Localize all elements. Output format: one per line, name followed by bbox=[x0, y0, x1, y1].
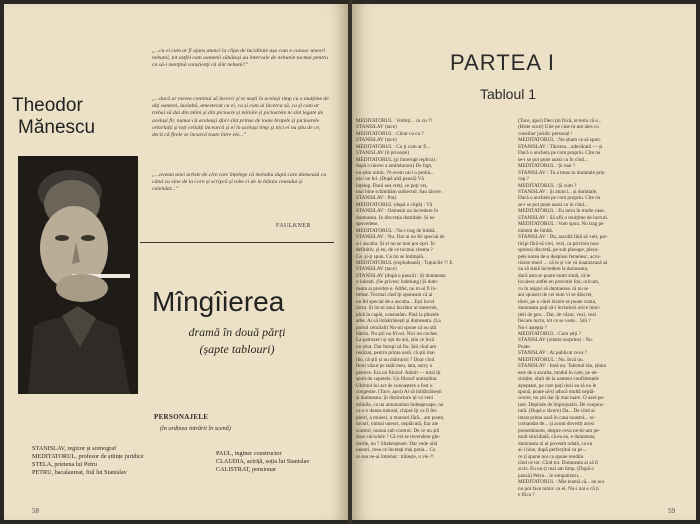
dialogue-line: pele notea de-a despinsi femeiesc, acru- bbox=[518, 253, 601, 260]
dialogue-line: albe. Ai să îmbătrânești și dumneata. (La bbox=[356, 318, 441, 325]
dialogue-line: MEDITATORUL : Vorbiți... cu cu ?! bbox=[356, 118, 433, 124]
dialogue-line: consilier juridic personal ! bbox=[518, 130, 573, 137]
dialogue-line: așteptate, pe care poți dozi ea să nu le bbox=[518, 382, 597, 389]
dialogue-line: se-i se pot pune aussi cu în cînd... bbox=[518, 201, 588, 208]
dialogue-line: ca o o dansa natural, chipul îți va fi îm- bbox=[356, 408, 438, 415]
dialogue-line: STANISLAV (tace) bbox=[356, 137, 397, 144]
character-4: PETRU, bacalaureat, fiul lui Stanislav bbox=[32, 469, 127, 476]
dialogue-line: tură. (După o tăcere) Da... De cînd ai bbox=[518, 408, 595, 415]
dialogue-line: pietri, a muieci, a mareuri fără... am poate, bbox=[356, 414, 445, 421]
dialogue-line: MEDITATORUL : Și mai ? bbox=[518, 163, 576, 170]
dialogue-line: STANISLAV : Să afli o mulțime de lucruri. bbox=[518, 214, 609, 221]
epigraph-attribution: FAULKNER bbox=[276, 223, 311, 229]
dialogue-line: trebat. Tocmai cînd îți spuneam că ai bbox=[356, 292, 433, 299]
dialogue-line: (Tace, apoi) Deci țin frică, te temi că e... bbox=[518, 118, 602, 124]
dialogue-line: dumneata ni ai povestit odată, ca eu bbox=[518, 440, 593, 447]
dialogue-line: congestie. (Tace, apoi) Ai să îmbătrânești bbox=[356, 389, 442, 396]
dialogue-line: tare. Depinde de împrejurări. De conjunc- bbox=[518, 401, 605, 408]
dialogue-line: doar căciulele ? Că vei se revendere gîn- bbox=[356, 434, 441, 441]
dialogue-line: STANISLAV : Nu. Dar ai un fel special de bbox=[356, 234, 445, 241]
dialogue-line: rizeze tineri ... că le și vie vă nuanizează să bbox=[518, 259, 608, 266]
character-3: STELA, prietena lui Petru bbox=[32, 461, 97, 468]
dialogue-line: STANISLAV : Tu a treaz tu dumitale prin bbox=[518, 169, 605, 176]
dialogue-line: Poate. bbox=[518, 343, 531, 350]
dialogue-line: uneori, ceea ce încetați mai potia... Ca bbox=[356, 447, 436, 454]
dialogue-line: nu să sintă încredere la dumneata, bbox=[518, 266, 589, 273]
dialogue-line: este de a asculta, modul în care, pe ne- bbox=[518, 369, 599, 376]
dialogue-line: MEDITATORUL : Nu-i trag de limbă. bbox=[356, 227, 436, 234]
dialogue-line: ticipi fără să vrei, vezi, ca privirea noa- bbox=[518, 240, 600, 247]
dialogue-line: durile, nu ? Shakespeare. Dar vede uită bbox=[356, 440, 438, 447]
dialogue-line: definitiv, și eu, de ce tocmai chema ? bbox=[356, 247, 433, 254]
dialogue-line: nu știm nimic. N-avem nici o probă... bbox=[356, 169, 434, 176]
dialogue-line: tăcut. Și locul unui lucrător al meseriei, bbox=[356, 305, 438, 312]
character-6: CLAUDIA, actriță, soția lui Stanislav bbox=[216, 458, 310, 465]
dialogue-line: MEDITATORUL : Nu știam ce să spun. bbox=[518, 137, 602, 144]
page-number-right: 59 bbox=[668, 507, 675, 515]
dialogue-line: STANISLAV : Îneă nu. Talentul tău, știuta bbox=[518, 363, 606, 370]
dialogue-line: fiecare lucru, tot ce se vede... Știi ? bbox=[518, 318, 591, 325]
dialogue-line: STANISLAV (relatie surprins) : Nu. bbox=[518, 337, 594, 344]
dialogue-line: Nu-i aștepta ? bbox=[518, 324, 547, 331]
dialogue-line: MEDITATORUL : Și cum ? bbox=[518, 182, 577, 189]
page-number-left: 58 bbox=[32, 507, 39, 515]
dialogue-line: La patruzeci și opt de ani, știu ce încă bbox=[356, 337, 435, 344]
dialogue-line: înțeleg. Dacă sea vreți, ce poți vei, bbox=[356, 182, 428, 189]
author-last-name: Mănescu bbox=[18, 117, 96, 138]
title-divider bbox=[140, 242, 334, 243]
dialogue-line: neata ai pierdut-o. Altfel, nu m-ai fi în- bbox=[356, 285, 437, 292]
dialogue-line: nici un fel. (După altă pauză) Vă bbox=[356, 176, 424, 183]
dialogue-line: STANISLAV (tace) bbox=[356, 124, 397, 131]
dialogue-line: petrece. Era un filozof. Admit — total îți bbox=[356, 369, 441, 376]
dialogue-line: mîinile, ca un automation îndeaproape, nu bbox=[356, 401, 444, 408]
dialogue-line: Ultimul lui act de cunoaștere a fost o bbox=[356, 382, 433, 389]
character-5: PAUL, inginer constructor bbox=[216, 450, 282, 457]
character-2: MEDITATORUL, profesor de științe juridice bbox=[32, 453, 144, 460]
dialogue-line: STANISLAV : Poți. bbox=[356, 195, 398, 202]
dialogue-line: pînă la capăt, constatăm. Pînă la pînzele bbox=[356, 311, 439, 318]
dialogue-line: bătrîn. Nu știi nu frivol. Nici un cochet. bbox=[356, 330, 439, 337]
tableau-heading: Tabloul 1 bbox=[480, 86, 537, 102]
dialogue-line: dacă asta se poate numi simă, că te bbox=[518, 272, 591, 279]
dialogue-column-left bbox=[356, 118, 512, 460]
dialogue-line: ce ți spune noi ca spune rendita bbox=[518, 453, 584, 460]
dialogue-line: STANISLAV (după o pauză) : Și dumneata bbox=[356, 272, 446, 279]
dialogue-line: tăcei, pe o cărei tăcere se poate conta, bbox=[518, 298, 597, 305]
dialogue-line: țieli de gen... Dar, de văzut, vezi, vezi bbox=[518, 311, 597, 318]
dialogue-line: STANISLAV : Tăcerea... adevărată — și bbox=[518, 143, 603, 150]
dialogue-line: cap ? bbox=[518, 176, 529, 183]
dialogue-line: Ce, și-ți spun. Ce mi se întîmplă. bbox=[356, 253, 425, 260]
dialogue-line: e frica ? bbox=[518, 492, 535, 499]
epigraph-quote-1: „...cu ei cum ar fi ajuns atunci la clipa de luciditate așa cum o cunosc uneori nebunii, tot astfel cum oamenii sănătoși au intervale de nebunie tocmai pentru ca să-i menţină conștienţi că sînt nebuni?” bbox=[152, 48, 328, 69]
dialogue-line: MEDITATORUL : Nu. Încă nu. bbox=[518, 356, 584, 363]
dialogue-line: STANISLAV : Da, ascultă fără să vrei, par- bbox=[518, 234, 608, 241]
dialogue-line: MEDITATORUL : Chiar cu cu ? bbox=[356, 130, 424, 137]
dialogue-line: ani spuneri de cei eum vi se dincret, bbox=[518, 292, 593, 299]
dialogue-line: a-i asculta. Și ei nu se mai pot opri. În bbox=[356, 240, 435, 247]
dialogue-line: STANISLAV : Ai publicat ceva ? bbox=[518, 350, 587, 357]
dialogue-line: comandat de... și acum dovedit acest bbox=[518, 421, 595, 428]
dialogue-line: pauză) Petru... le simpatizezi... bbox=[518, 472, 582, 479]
dialogue-line: cerere, nu știi dar îți mai tuare. O aare pe- bbox=[518, 395, 605, 402]
dialogue-line: STANISLAV (tace) bbox=[356, 266, 397, 273]
characters-heading: PERSONAJELE bbox=[154, 413, 209, 421]
dialogue-line: nimeni de limbă. bbox=[518, 227, 554, 234]
dialogue-line: simțite, obții de la oameni confidențele bbox=[518, 376, 599, 383]
dialogue-line: MEDITATORUL : Vom spun. Nu trag pe bbox=[518, 221, 604, 228]
dialogue-line: locuiesc astfel en provotie fon; oricum, bbox=[518, 279, 600, 286]
character-7: CALISTRAT, pensionar bbox=[216, 466, 277, 473]
dialogue-line: mai bine schimbăm subiectul. Sau tăcere. bbox=[356, 188, 442, 195]
dialogue-line: spună, poate să-ți aducă multă neplă- bbox=[518, 389, 595, 396]
dialogue-line: scris. Eu nu-ți mai am timp. (După o bbox=[518, 466, 594, 473]
author-first-name: Theodor bbox=[12, 95, 83, 116]
dialogue-line: o iubești. (Se privesc îndelung) Și dum- bbox=[356, 279, 439, 286]
dialogue-line: nu știut. Dar începi să fiu. Știi cînd am bbox=[356, 343, 437, 350]
part-heading: PARTEA I bbox=[450, 50, 556, 75]
dialogue-line: MEDITATORUL : Eu intru în multe case. bbox=[518, 208, 606, 215]
dialogue-line: portul celuilalt) Nu-mi spune că nu știi bbox=[356, 324, 437, 331]
dialogue-column-right bbox=[518, 118, 684, 499]
dialogue-line: MEDITATORUL : Mie teamă că... ne noi bbox=[518, 479, 605, 486]
dialogue-line: spuit de capetele. Un filozof antisolitar. bbox=[356, 376, 438, 383]
dialogue-line: un fel special de a asculta... Ești locul bbox=[356, 298, 435, 305]
dialogue-line: dumneata. În discreția dumitale. Și ne bbox=[356, 214, 435, 221]
right-page bbox=[352, 4, 696, 520]
character-1: STANISLAV, regizor și scenograf bbox=[32, 445, 117, 452]
dialogue-line: MEDITATORUL (și întrerupt replica) : bbox=[356, 156, 438, 163]
dialogue-line: ce tea ne-ai întrebat : trăiește, o vie ?! bbox=[356, 453, 434, 460]
dialogue-line: MEDITATORUL (după o clipă) : Vă bbox=[356, 201, 433, 208]
epigraph-quote-3: „...aveam unei artiste de cire care înțelege că melodia după care dansează cu câtul cu vine de la corn și scripcă și tobe ci de la bătaia ceasului și calendar...” bbox=[152, 172, 327, 193]
dialogue-line: cînd ce tot. Cînd tot. Dumneata ai să fi bbox=[518, 460, 599, 467]
epigraph-quote-2: „...dacă ar merea continui să încerci și te naști în același timp cu o mulțime de alți oameni, laolaltă, amestecat cu ei, ca și cum ai încerca să, ca și cum ar trebui să dai din mîini și din picioare și mîinile și picioarele ni sînt legate de același fir, numai că aceleași sfori sînt prinse de toate brațele și picioarele celorlalți și toți ceilalți încearcă și ei în același timp și nici ei nu știu de ce, decît că firele se încurcă toate între ele...” bbox=[152, 96, 329, 139]
dialogue-line: dumneata poți să-i încheiezi orice intui- bbox=[518, 305, 601, 312]
dialogue-line: MEDITATORUL (explodează) : Tuțuicile ?! E bbox=[356, 259, 453, 266]
dialogue-line: (Riste scurt) Uite pe cine m-am ales cu bbox=[518, 124, 599, 131]
dialogue-line: urcuri, numai uneori, neplăcută, fiar ale bbox=[356, 421, 439, 428]
dialogue-line: rău, că știi și nu mărturisi ? Doar cînd bbox=[356, 356, 435, 363]
dialogue-line: Dacă o ancheta pe cont propriu. Cîte nu bbox=[518, 195, 601, 202]
dialogue-line: Dacă o ancheta pe cont propriu. Cîte nu bbox=[518, 150, 601, 157]
play-title: Mîngîierea bbox=[152, 286, 285, 317]
dialogue-line: STANISLAV (îl privește) bbox=[356, 150, 409, 157]
dialogue-line: se-i se pot pune aussi cu în cînd... bbox=[518, 156, 588, 163]
left-page bbox=[4, 4, 348, 520]
dialogue-line: control, numai sub control. De ce nu știi bbox=[356, 427, 440, 434]
dialogue-line: intrat prima oară în casa noastră... re- bbox=[518, 414, 596, 421]
play-subtitle: dramă în două părți bbox=[188, 325, 286, 339]
author-photo bbox=[18, 156, 138, 394]
dialogue-line: STANISLAV : Oamenii nu încredere în bbox=[356, 208, 438, 215]
dialogue-line: ai-i bine, după perfecțitul ca pe... bbox=[518, 447, 587, 454]
dialogue-line: după o tăcere a amîndurora) De fapt, bbox=[356, 163, 433, 170]
dialogue-line: spovedese. bbox=[356, 221, 379, 228]
dialogue-line: cu în asigur să dumnezeu că nu se bbox=[518, 285, 589, 292]
dialogue-line: fiom văzut pe tatăl meu, tata, sorry a bbox=[356, 363, 432, 370]
dialogue-line: sporeai discretă, pe sub pleoape, pleca- bbox=[518, 247, 600, 254]
dialogue-line: realizat, pentru prima oară, că știi mai bbox=[356, 350, 435, 357]
dialogue-line: mult sincidială, că eu ea, e dumneata, bbox=[518, 434, 596, 441]
dialogue-line: STANISLAV : Și atunci... și dumitale, bbox=[518, 188, 598, 195]
dialogue-line: presentiment, despre ceva ne-tir-am pe- bbox=[518, 427, 601, 434]
characters-note: (în ordinea intrării în scenă) bbox=[160, 425, 231, 432]
dialogue-line: MEDITATORUL : Cu ți cum ar fi... bbox=[356, 143, 431, 150]
dialogue-line: nu pot face nimic cu el. Nu-i nai e că ți bbox=[518, 485, 599, 492]
dialogue-line: MEDITATORUL : Cum știți ? bbox=[518, 330, 581, 337]
play-subtitle-tableaux: (șapte tablouri) bbox=[199, 342, 275, 356]
portrait-image bbox=[18, 156, 138, 394]
dialogue-line: și dumneata. Și distincture iți va veni bbox=[356, 395, 434, 402]
